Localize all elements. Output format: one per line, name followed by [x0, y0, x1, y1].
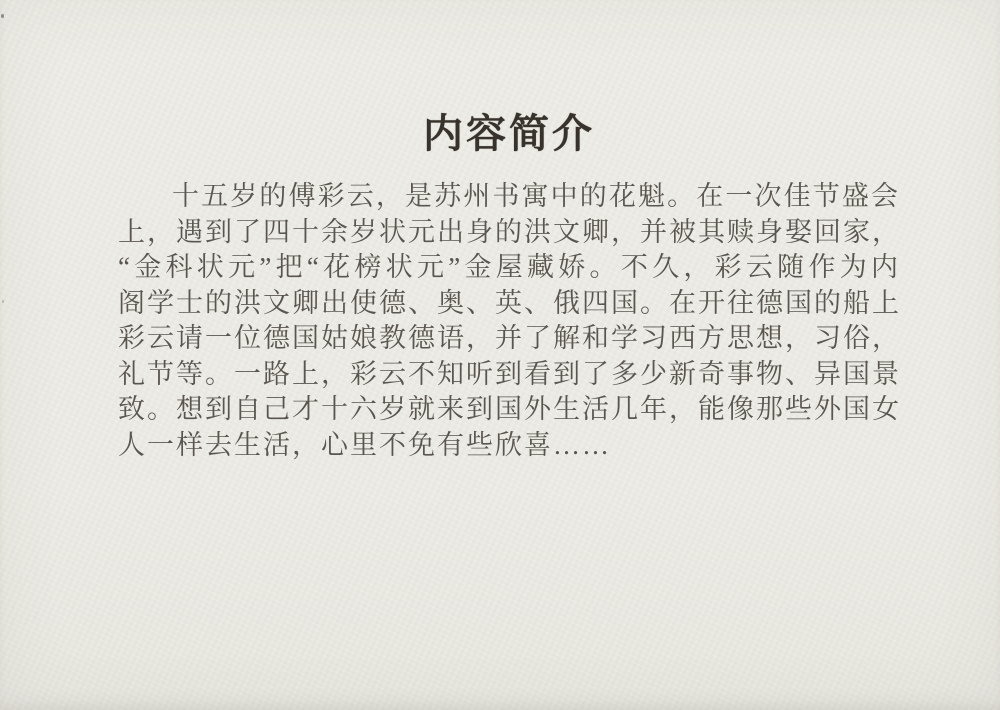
paragraph-line: 人一样去生活，心里不免有些欣喜…… — [118, 429, 611, 460]
paragraph-line: 彩云请一位德国姑娘教德语，并了解和学习西方思想，习俗， — [118, 323, 901, 353]
page-title: 内容简介 — [423, 111, 595, 156]
scan-speck — [1, 14, 4, 18]
scan-speck — [2, 300, 4, 303]
paragraph-line: 致。想到自己才十六岁就来到国外生活几年，能像那些外国女 — [118, 394, 901, 424]
synopsis-paragraph — [118, 179, 900, 463]
paragraph-line: 阁学士的洪文卿出使德、奥、英、俄四国。在开往德国的船上 — [118, 287, 901, 318]
paragraph-line: “金科状元”把“花榜状元”金屋藏娇。不久，彩云随作为内 — [118, 252, 900, 282]
paragraph-line: 礼节等。一路上，彩云不知听到看到了多少新奇事物、异国景 — [118, 358, 901, 389]
paragraph-line: 十五岁的傅彩云，是苏州书寓中的花魁。在一次佳节盛会 — [172, 181, 900, 211]
paragraph-line: 上，遇到了四十余岁状元出身的洪文卿，并被其赎身娶回家， — [118, 216, 901, 247]
